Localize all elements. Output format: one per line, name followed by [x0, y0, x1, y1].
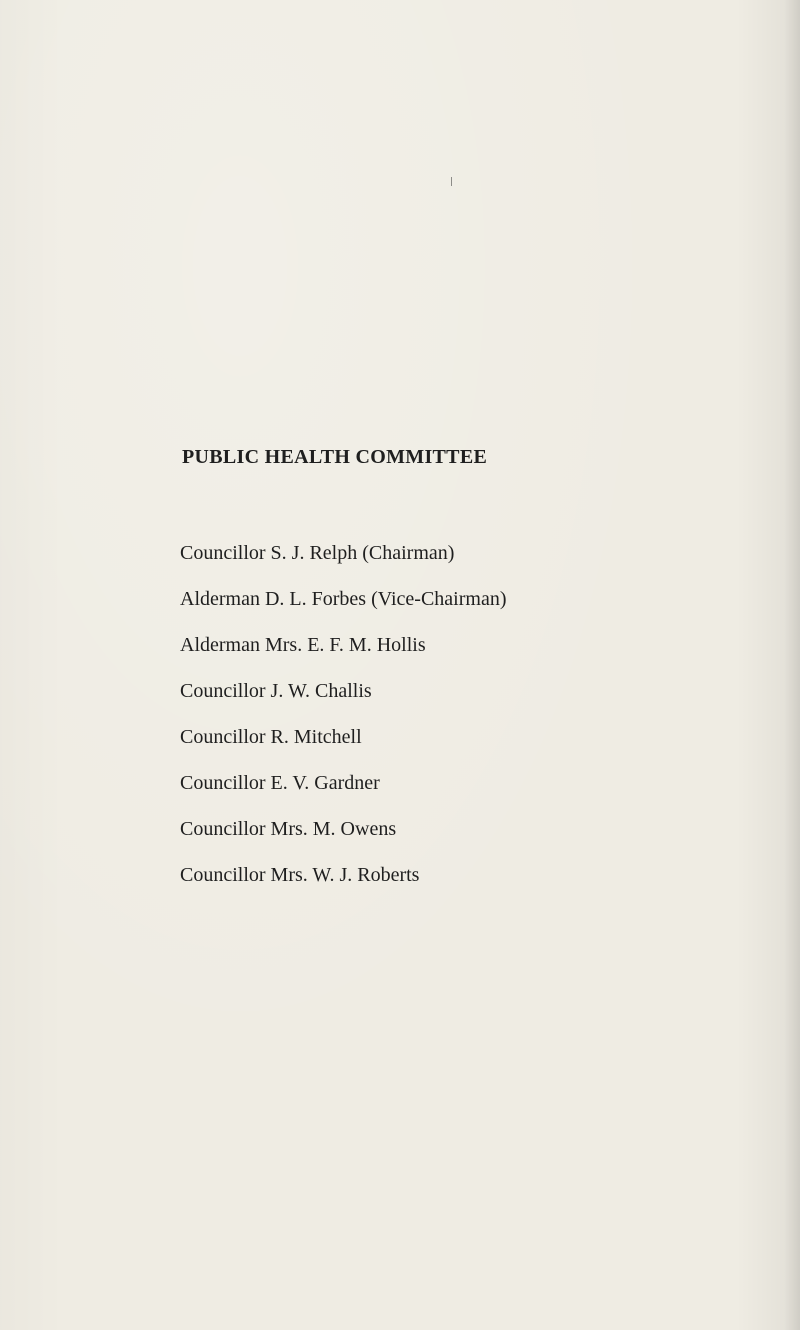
committee-member: Councillor Mrs. W. J. Roberts [180, 864, 420, 886]
printer-mark [451, 177, 452, 186]
committee-member: Councillor J. W. Challis [180, 680, 372, 702]
committee-member-list [180, 536, 506, 904]
committee-member: Councillor R. Mitchell [180, 726, 362, 748]
committee-member: Alderman Mrs. E. F. M. Hollis [180, 634, 426, 656]
committee-title: PUBLIC HEALTH COMMITTEE [182, 446, 488, 468]
committee-member: Alderman D. L. Forbes (Vice-Chairman) [180, 588, 507, 610]
page-edge-shadow [784, 0, 800, 1330]
committee-member: Councillor Mrs. M. Owens [180, 818, 397, 840]
committee-member: Councillor E. V. Gardner [180, 772, 380, 794]
committee-member: Councillor S. J. Relph (Chairman) [180, 542, 455, 564]
